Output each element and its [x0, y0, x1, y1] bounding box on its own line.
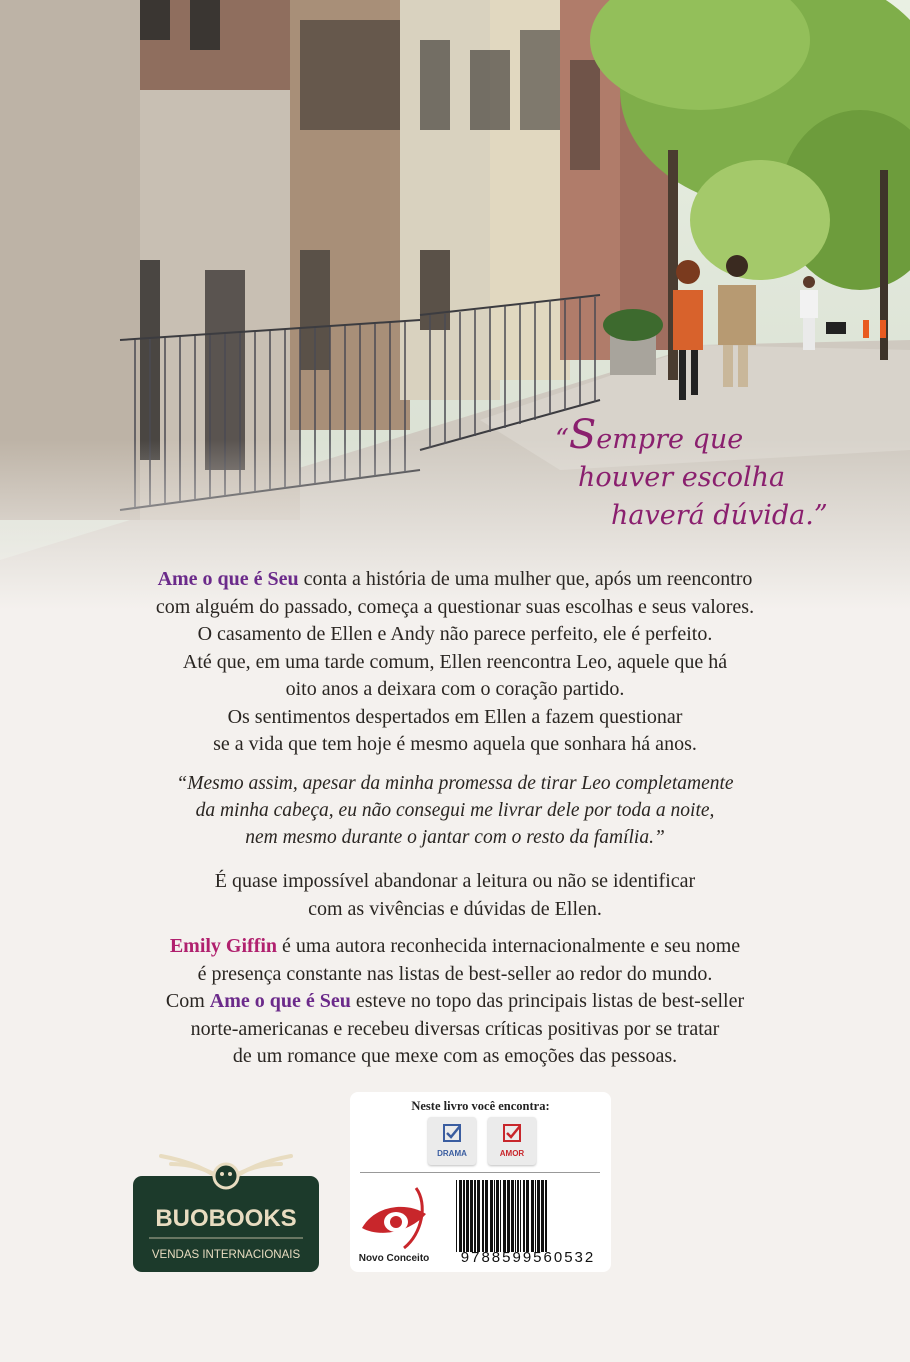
excerpt	[90, 770, 820, 851]
barcode-bar	[517, 1180, 519, 1252]
tag-drama-label: DRAMA	[437, 1149, 467, 1158]
author-name: Emily Giffin	[169, 935, 278, 957]
author-line-1: é uma autora reconhecida internacionalmente e seu nome	[277, 935, 741, 957]
hook-line-2: com as vivências e dúvidas de Ellen.	[308, 897, 602, 920]
barcode-bar	[456, 1180, 457, 1252]
barcode-bar	[494, 1180, 495, 1252]
barcode-bar	[531, 1180, 534, 1252]
author-line-4: norte-americanas e recebeu diversas críticas positivas por se tratar	[190, 1017, 720, 1040]
book-title-inline: Ame o que é Seu	[209, 990, 351, 1012]
barcode-bar	[507, 1180, 510, 1252]
author-line-3: esteve no topo das principais listas de best-seller	[350, 990, 745, 1012]
synopsis-line-6: Os sentimentos despertados em Ellen a fazem questionar	[227, 705, 683, 728]
quote-line-1: empre que	[596, 424, 744, 455]
publisher-name: Novo Conceito	[358, 1253, 430, 1264]
barcode-bar	[535, 1180, 536, 1252]
hook-line-1: É quase impossível abandonar a leitura ou não se identificar	[214, 870, 696, 892]
hook	[90, 868, 820, 923]
barcode-bar	[459, 1180, 462, 1252]
quote-line-3: haverá dúvida.”	[611, 500, 828, 531]
book-title: Ame o que é Seu	[157, 568, 299, 590]
synopsis-line-2: com alguém do passado, começa a questionar suas escolhas e seus valores.	[155, 595, 755, 618]
barcode-bar	[523, 1180, 525, 1252]
barcode-bar	[496, 1180, 499, 1252]
author-line-2: é presença constante nas listas de best-seller ao redor do mundo.	[197, 962, 713, 985]
buobooks-name: BUOBOOKS	[155, 1205, 297, 1232]
pull-quote	[545, 412, 845, 535]
barcode-bar	[503, 1180, 506, 1252]
barcode-bar	[541, 1180, 544, 1252]
barcode-bar	[482, 1180, 484, 1252]
check-icon	[442, 1123, 462, 1143]
barcode	[454, 1180, 602, 1252]
synopsis-line-5: oito anos a deixara com o coração partido.	[285, 678, 625, 700]
synopsis-line-3: O casamento de Ellen e Andy não parece perfeito, ele é perfeito.	[197, 623, 713, 645]
barcode-bar	[474, 1180, 476, 1252]
barcode-bar	[477, 1180, 480, 1252]
barcode-bar	[515, 1180, 516, 1252]
synopsis-line-7: se a vida que tem hoje é mesmo aquela que sonhara há anos.	[213, 733, 697, 755]
barcode-bar	[520, 1180, 521, 1252]
isbn-number: 9788599560532	[460, 1249, 596, 1266]
barcode-bar	[500, 1180, 501, 1252]
barcode-bar	[537, 1180, 540, 1252]
tag-amor-label: AMOR	[499, 1149, 525, 1158]
barcode-bar	[485, 1180, 488, 1252]
author-line-5: de um romance que mexe com as emoções das pessoas.	[232, 1045, 678, 1067]
excerpt-line-3: nem mesmo durante o jantar com o resto da família.”	[245, 827, 665, 848]
barcode-bar	[466, 1180, 469, 1252]
barcode-bar	[463, 1180, 465, 1252]
buobooks-subtitle: VENDAS INTERNACIONAIS	[151, 1249, 301, 1261]
barcode-bar	[511, 1180, 514, 1252]
divider	[360, 1172, 600, 1173]
eye-icon	[358, 1184, 430, 1252]
quote-open-mark: “	[555, 424, 569, 455]
tag-amor	[488, 1117, 536, 1165]
excerpt-line-1: “Mesmo assim, apesar da minha promessa de tirar Leo completamente	[176, 773, 734, 794]
author-bio	[90, 933, 820, 1071]
barcode-bar	[490, 1180, 493, 1252]
genre-title: Neste livro você encontra:	[411, 1099, 550, 1113]
author-line-3-pre: Com	[165, 990, 210, 1012]
novo-conceito-logo	[358, 1184, 430, 1268]
synopsis	[90, 566, 820, 759]
barcode-bar	[470, 1180, 473, 1252]
synopsis-line-1: conta a história de uma mulher que, após um reencontro	[298, 568, 753, 590]
excerpt-line-2: da minha cabeça, eu não consegui me livrar dele por toda a noite,	[195, 800, 715, 821]
genre-barcode-box	[350, 1092, 611, 1272]
quote-line-2: houver escolha	[578, 462, 786, 493]
synopsis-line-4: Até que, em uma tarde comum, Ellen reencontra Leo, aquele que há	[182, 650, 728, 673]
quote-dropcap: S	[568, 412, 597, 458]
check-icon	[502, 1123, 522, 1143]
barcode-bar	[545, 1180, 547, 1252]
buobooks-logo	[133, 1148, 319, 1272]
barcode-bar	[526, 1180, 529, 1252]
tag-drama	[428, 1117, 476, 1165]
